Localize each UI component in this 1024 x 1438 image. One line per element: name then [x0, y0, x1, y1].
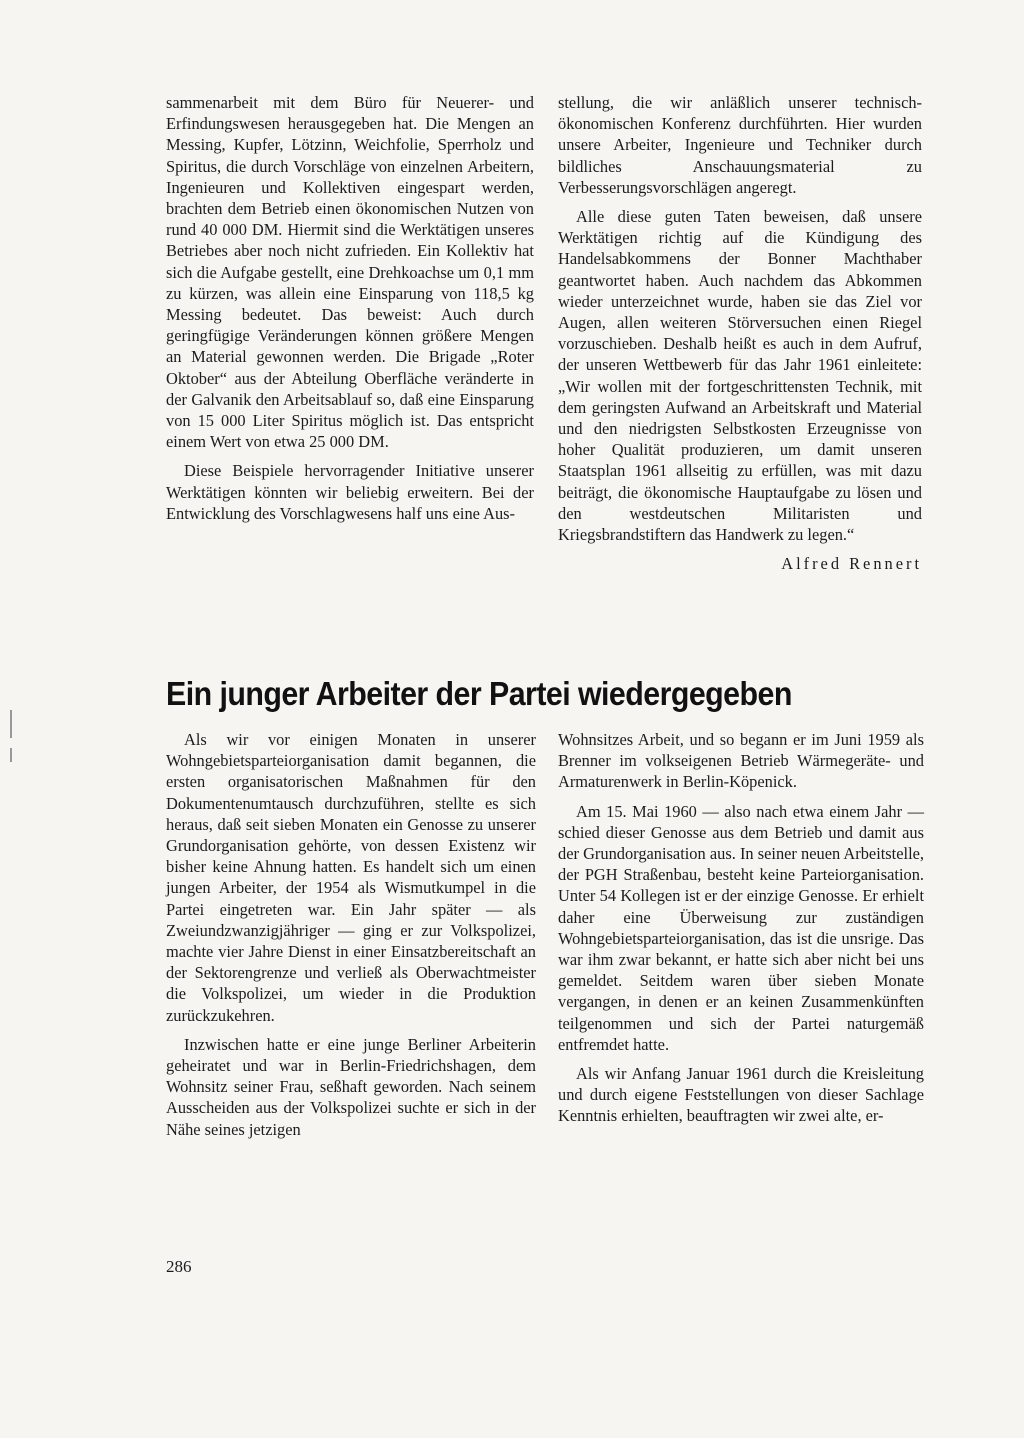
author-signature: Alfred Rennert: [781, 554, 922, 574]
article2-column-left: [166, 729, 536, 1148]
article1-column-right: [558, 92, 922, 574]
scan-mark: [10, 710, 12, 738]
article1-column-left: [166, 92, 534, 532]
article-headline: Ein junger Arbeiter der Partei wiedergegeben: [166, 675, 792, 712]
paragraph: Als wir vor einigen Monaten in unserer Wohngebietsparteiorganisation damit begannen, die ersten organisatorischen Maßnahmen für den Dokumentenumtausch durchzuführen, stellte es sich heraus, daß seit sieben Monaten ein Genosse zu unserer Grundorganisation gehörte, von dessen Existenz wir bisher keine Ahnung hatten. Es handelt sich um einen jungen Arbeiter, der 1954 als Wismutkumpel in die Partei eingetreten war. Ein Jahr später — als Zweiundzwanzigjähriger — ging er zur Volkspolizei, machte vier Jahre Dienst in einer Einsatzbereitschaft an der Sektorengrenze und verließ als Oberwachtmeister die Volkspolizei, um wieder in die Produktion zurückzukehren.: [166, 730, 536, 1025]
paragraph: sammenarbeit mit dem Büro für Neuerer- und Erfindungswesen herausgegeben hat. Die Mengen an Messing, Kupfer, Lötzinn, Weichfolie, Sperrholz und Spiritus, die durch Vorschläge von einzelnen Arbeitern, Ingenieuren und Kollektiven eingespart werden, brachten dem Betrieb einen ökonomischen Nutzen von rund 40 000 DM. Hiermit sind die Werktätigen unseres Betriebes aber noch nicht zufrieden. Ein Kollektiv hat sich die Aufgabe gestellt, eine Drehkoachse um 0,1 mm zu kürzen, was allein eine Einsparung von 118,5 kg Messing bedeutet. Das beweist: Auch durch geringfügige Veränderungen können größere Mengen an Material gewonnen werden. Die Brigade „Roter Oktober“ aus der Abteilung Oberfläche veränderte in der Galvanik den Arbeitsablauf so, daß eine Einsparung von 15 000 Liter Spiritus möglich ist. Das entspricht einem Wert von etwa 25 000 DM.: [166, 93, 534, 452]
page-number: 286: [166, 1257, 192, 1276]
scan-mark: [10, 748, 12, 762]
paragraph: Als wir Anfang Januar 1961 durch die Kreisleitung und durch eigene Feststellungen von dieser Sachlage Kenntnis erhielten, beauftragten wir zwei alte, er-: [558, 1064, 924, 1126]
paragraph: Alle diese guten Taten beweisen, daß unsere Werktätigen richtig auf die Kündigung des Handelsabkommens der Bonner Machthaber geantwortet haben. Auch nachdem das Abkommen wieder unterzeichnet wurde, haben sie das Ziel vor Augen, allen weiteren Störversuchen einen Riegel vorzuschieben. Deshalb heißt es auch in dem Aufruf, der unseren Wettbewerb für das Jahr 1961 einleitete: „Wir wollen mit der fortgeschrittensten Technik, mit dem geringsten Aufwand an Arbeitskraft und Material und den niedrigsten Selbstkosten Erzeugnisse von hoher Qualität produzieren, um damit unseren Staatsplan 1961 allseitig zu erfüllen, was mit dazu beiträgt, die ökonomische Hauptaufgabe zu lösen und den westdeutschen Militaristen und Kriegsbrandstiftern das Handwerk zu legen.“: [558, 207, 922, 545]
paragraph: Inzwischen hatte er eine junge Berliner Arbeiterin geheiratet und war in Berlin-Friedrichshagen, dem Wohnsitz seiner Frau, seßhaft geworden. Nach seinem Ausscheiden aus der Volkspolizei suchte er sich in der Nähe seines jetzigen: [166, 1034, 536, 1139]
article2-column-right: [558, 729, 924, 1135]
paragraph: Diese Beispiele hervorragender Initiative unserer Werktätigen könnten wir beliebig erweitern. Bei der Entwicklung des Vorschlagwesens half uns eine Aus-: [166, 461, 534, 523]
paragraph: Am 15. Mai 1960 — also nach etwa einem Jahr — schied dieser Genosse aus dem Betrieb und damit aus der Grundorganisation aus. In seiner neuen Arbeitstelle, der PGH Straßenbau, besteht keine Parteiorganisation. Unter 54 Kollegen ist er der einzige Genosse. Er erhielt daher eine Überweisung zur zuständigen Wohngebietsparteiorganisation, das ist die unsrige. Das war ihm zwar bekannt, er hatte sich aber nicht bei uns gemeldet. Seitdem waren über sieben Monate vergangen, in denen er an keinen Zusammenkünften teilgenommen und sich der Partei naturgemäß entfremdet hatte.: [558, 801, 924, 1054]
paragraph: Wohnsitzes Arbeit, und so begann er im Juni 1959 als Brenner im volkseigenen Betrieb Wärmegeräte- und Armaturenwerk in Berlin-Köpenick.: [558, 730, 924, 792]
paragraph: stellung, die wir anläßlich unserer technisch-ökonomischen Konferenz durchführten. Hier wurden unsere Arbeiter, Ingenieure und Techniker durch bildliches Anschauungsmaterial zu Verbesserungsvorschlägen angeregt.: [558, 93, 922, 197]
